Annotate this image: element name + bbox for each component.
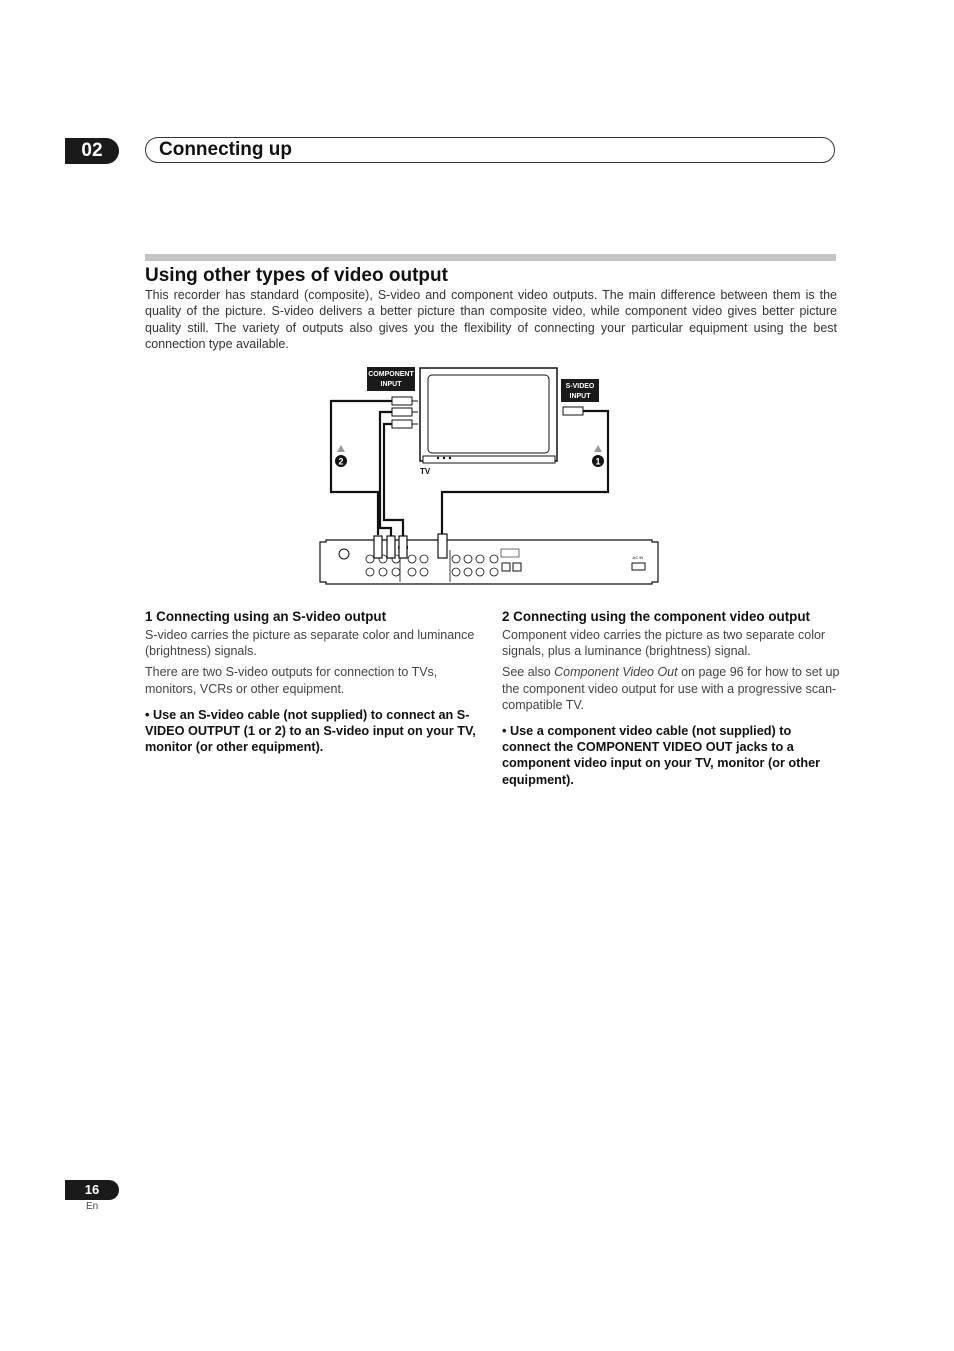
component-instruction: • Use a component video cable (not supplied) to connect the COMPONENT VIDEO OUT jacks to a component video input on your TV, monitor (or other equipment). xyxy=(502,724,821,787)
svideo-input-label-1: S-VIDEO xyxy=(565,383,595,390)
page-number: 16 xyxy=(65,1180,119,1200)
svideo-instruction: • Use an S-video cable (not supplied) to connect an S-VIDEO OUTPUT (1 or 2) to an S-video input on your TV, monitor (or other equipment). xyxy=(145,707,476,755)
component-input-label-1: COMPONENT xyxy=(368,371,414,378)
section-title: Using other types of video output xyxy=(145,265,448,286)
svideo-paragraph-2: There are two S-video outputs for connection to TVs, monitors, VCRs or other equipment. xyxy=(145,665,438,696)
tv-illustration xyxy=(420,368,557,463)
svideo-input-label-2: INPUT xyxy=(569,393,591,400)
recorder-rear-panel xyxy=(320,540,658,584)
marker-right-arrow xyxy=(594,445,602,452)
ac-in-label: AC IN xyxy=(632,555,644,560)
component-heading: 2 Connecting using the component video output xyxy=(502,609,810,624)
connection-diagram-svg xyxy=(318,360,662,590)
component-input-label-2: INPUT xyxy=(380,381,402,388)
component-paragraph-2 xyxy=(502,664,840,713)
connection-diagram xyxy=(318,360,662,590)
marker-left-number: 2 xyxy=(338,456,344,467)
marker-left-arrow xyxy=(337,445,345,452)
language-code: En xyxy=(86,1201,99,1212)
component-section xyxy=(502,608,840,793)
chapter-number: 02 xyxy=(65,138,119,164)
marker-right-number: 1 xyxy=(595,456,601,467)
svideo-section xyxy=(145,608,480,760)
tv-label: TV xyxy=(420,467,431,476)
component-video-out-reference: Component Video Out xyxy=(554,665,678,680)
section-divider xyxy=(145,254,836,261)
section-intro: This recorder has standard (composite), S-video and component video outputs. The main difference between them is the quality of the picture. S-video delivers a better picture than composite video, while component video gives better picture quality still. The variety of outputs also gives you the flexibility of connecting your particular equipment using the best connection type available. xyxy=(145,288,837,351)
component-p2-suffix: on page 96 for how to set up the component video output for use with a progressive scan-compatible TV. xyxy=(502,665,840,712)
svideo-heading: 1 Connecting using an S-video output xyxy=(145,609,387,624)
svideo-plug-tv xyxy=(563,407,583,415)
component-p2-prefix: See also xyxy=(502,665,555,680)
chapter-title: Connecting up xyxy=(159,139,292,160)
component-paragraph-1: Component video carries the picture as two separate color signals, plus a luminance (brightness) signal. xyxy=(502,628,826,659)
svideo-paragraph-1: S-video carries the picture as separate color and luminance (brightness) signals. xyxy=(145,628,475,659)
component-plugs-tv xyxy=(392,397,418,428)
